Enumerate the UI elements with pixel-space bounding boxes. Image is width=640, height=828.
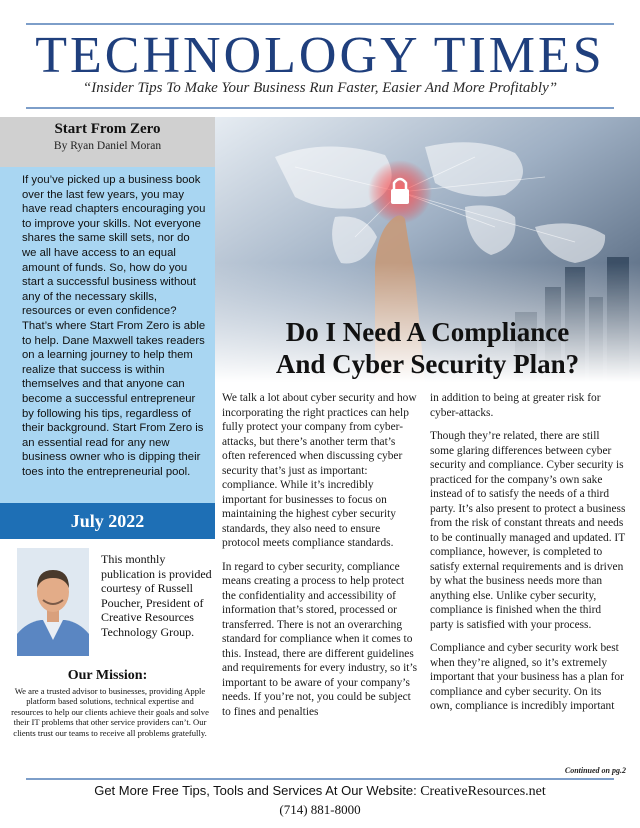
- article-title: [215, 316, 640, 380]
- courtesy-note: This monthly publication is provided courtesy of Russell Poucher, President of Creative Resources Technology Group.: [101, 552, 212, 639]
- article-paragraph: Compliance and cyber security work best when they’re aligned, so it’s extremely important that your business has a plan for compliance and cyber security. On its own, compliance is incredibly important: [430, 642, 624, 712]
- masthead-tagline: “Insider Tips To Make Your Business Run Faster, Easier And More Profitably”: [82, 80, 558, 96]
- book-author: By Ryan Daniel Moran: [53, 140, 162, 152]
- mission-text: We are a trusted advisor to businesses, providing Apple platform based solutions, technical expertise and resources to help our clients achieve their goals and solve their IT problems that other service providers can’t. Our clients trust our teams to receive all problems gratefully.: [11, 686, 209, 738]
- masthead-top-rule: [26, 23, 614, 25]
- article-paragraph: Though they’re related, there are still some glaring differences between cyber security and compliance. Cyber security is practiced for the company’s own sake instead of to satisfy the needs of a third party. It’s also present to protect a business from the risk of constant threats and needs to be continually managed and updated. IT compliance, however, is completed to satisfy external requirements and is driven by what the business needs more than anything else. Unlike cyber security, compliance is finished when the third party is satisfied with your process.: [430, 430, 626, 631]
- footer-rule: [26, 778, 614, 780]
- footer-lead-text: Get More Free Tips, Tools and Services At Our Website:: [94, 783, 417, 798]
- book-review-header: [0, 117, 215, 167]
- footer-phone: (714) 881-8000: [279, 802, 361, 817]
- article-paragraph: We talk a lot about cyber security and how incorporating the right practices can help fully protect your company from cyber-attacks, but there’s another term that’s often referenced when discussing cyber security that’s just as important: compliance. While it’s incredibly important for businesses to focus on maintaining the highest cyber security standards, they also need to ensure protocol meets compliance standards.: [222, 392, 417, 549]
- book-title: Start From Zero: [54, 121, 161, 137]
- book-review-text: If you’ve picked up a business book over the last few years, you may have read chapters encouraging you to improve your skills. Not everyone shares the same skill sets, nor do we all have access to an equal amount of funds. So, how do you start a successful business without any of the necessary skills, resources or even confidence? That’s where Start From Zero is able to help. Dane Maxwell takes readers on a learning journey to help them realize that success is within themselves and that anyone can become a successful entrepreneur by following his tips, regardless of their background. Start From Zero is an essential read for any new business owner who is dipping their toes into the entrepreneurial pool.: [22, 174, 206, 478]
- mission-title: Our Mission:: [67, 668, 148, 683]
- book-review-box: [0, 117, 215, 503]
- masthead-bottom-rule: [26, 107, 614, 109]
- footer-website-link[interactable]: CreativeResources.net: [420, 784, 546, 799]
- author-photo: [17, 548, 89, 656]
- article-column-1: [222, 391, 420, 728]
- continued-note: Continued on pg.2: [564, 766, 626, 775]
- article-title-line-2: And Cyber Security Plan?: [275, 349, 580, 379]
- footer-website-line: [0, 783, 640, 800]
- masthead-title: TECHNOLOGY TIMES: [35, 27, 605, 84]
- article-column-2: [430, 391, 626, 723]
- article-paragraph: in addition to being at greater risk for cyber-attacks.: [430, 392, 601, 419]
- article-paragraph: In regard to cyber security, compliance means creating a process to help protect the confidentiality and accessibility of information that’s stored, processed or transferred. There is not an overarching standard for compliance when it comes to this. Instead, there are different guidelines and requirements for every industry, so it’s important to be aware of your company’s needs. If you’re not, you could be subject to fines and penalties: [222, 560, 418, 718]
- person-portrait-icon: [17, 548, 89, 656]
- issue-date: July 2022: [0, 503, 215, 539]
- article-title-line-1: Do I Need A Compliance: [285, 317, 570, 347]
